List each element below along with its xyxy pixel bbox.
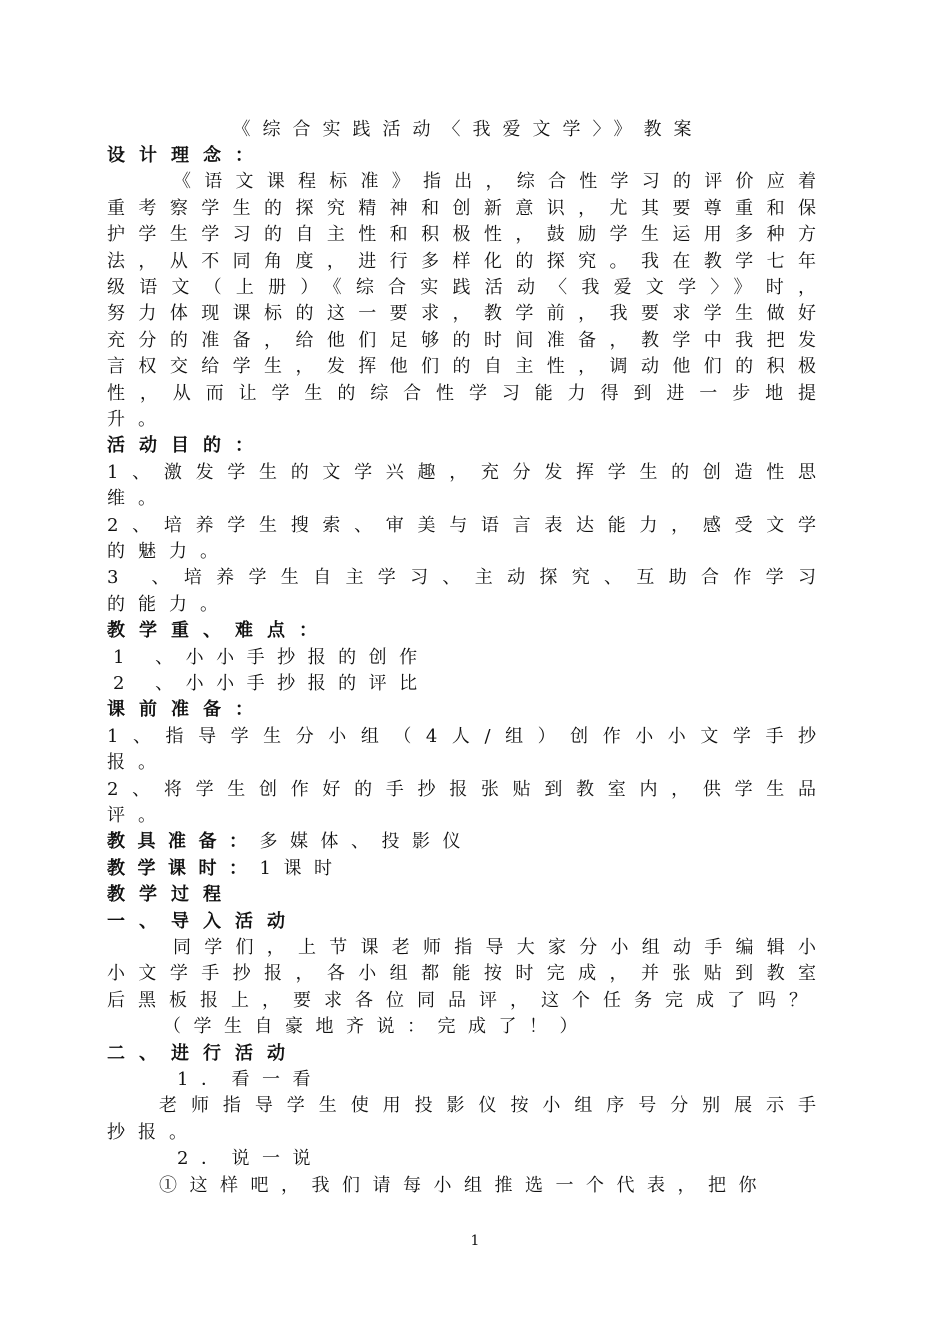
step2-sub1-heading: 1．看一看 (177, 1069, 323, 1091)
tools-label: 教具准备： (107, 831, 260, 853)
preparation-item-1: 1、指导学生分小组（4人/组）创作小小文学手抄报。 (107, 725, 829, 774)
page-number: 1 (470, 1233, 480, 1249)
design-heading: 设计理念： (107, 145, 267, 166)
step1-paragraph: 同学们，上节课老师指导大家分小组动手编辑小小文学手抄报，各小组都能按时完成，并张贴到教室后黑板报上，要求各位同品评，这个任务完成了吗？ (107, 937, 829, 1011)
preparation-heading: 课前准备： (107, 699, 267, 721)
step2-heading: 二、进行活动 (107, 1042, 299, 1064)
design-paragraph: 《语文课程标准》指出，综合性学习的评价应着重考察学生的探究精神和创新意识，尤其要尊重和保护学生学习的自主性和积极性，鼓励学生运用多种方法，从不同角度，进行多样化的探究。我在教学七年级语文（上册）《综合实践活动〈我爱文学〉》时，努力体现课标的这一要求，教学前，我要求学生做好充分的准备，给他们足够的时间准备，教学中我把发言权交给学生，发挥他们的自主性，调动他们的积极性，从而让学生的综合性学习能力得到进一步地提升。 (107, 171, 829, 431)
goal-item-3: 3 、培养学生自主学习、主动探究、互助合作学习的能力。 (107, 567, 829, 615)
hours-value: 1课时 (259, 857, 345, 879)
key-point-1: 1 、小小手抄报的创作 (113, 646, 430, 668)
hours-line (107, 856, 829, 882)
document-body (107, 117, 829, 1199)
key-points-heading: 教学重、难点： (107, 620, 331, 642)
key-point-2: 2 、小小手抄报的评比 (113, 673, 430, 695)
step2-sub2-heading: 2．说一说 (177, 1148, 323, 1170)
goals-heading: 活动目的： (107, 435, 267, 457)
step2-sub1-paragraph: 老师指导学生使用投影仪按小组序号分别展示手抄报。 (107, 1095, 829, 1143)
page-title: 《综合实践活动〈我爱文学〉》教案 (232, 119, 704, 140)
step2-sub2-paragraph: ①这样吧，我们请每小组推选一个代表，把你 (159, 1174, 769, 1196)
goal-item-2: 2、培养学生搜索、审美与语言表达能力，感受文学的魅力。 (107, 514, 829, 563)
step1-reply: （学生自豪地齐说：完成了！） (163, 1016, 590, 1038)
process-heading: 教学过程 (107, 884, 235, 906)
hours-label: 教学课时： (107, 857, 260, 879)
tools-value: 多媒体、投影仪 (259, 831, 473, 853)
goal-item-1: 1、激发学生的文学兴趣，充分发挥学生的创造性思维。 (107, 461, 829, 510)
step1-heading: 一、导入活动 (107, 910, 299, 932)
tools-line (107, 829, 829, 855)
preparation-item-2: 2、将学生创作好的手抄报张贴到教室内，供学生品评。 (107, 778, 829, 827)
